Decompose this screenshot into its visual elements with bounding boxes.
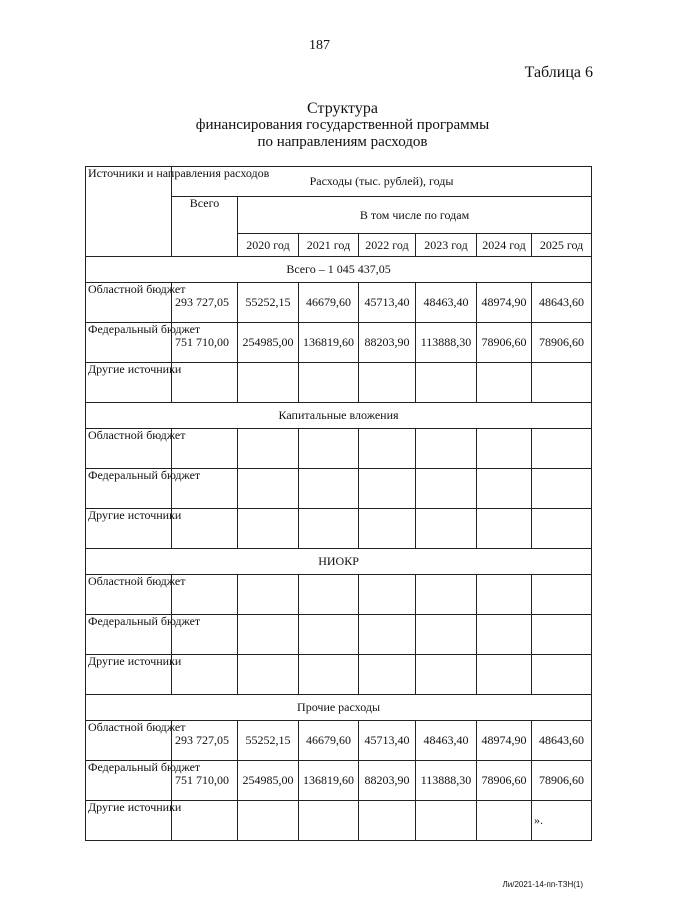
section-header-row — [86, 257, 592, 283]
year-value-cell: 46679,60 — [299, 721, 359, 761]
year-value-cell: 113888,30 — [416, 761, 477, 801]
year-value-cell — [532, 469, 592, 509]
year-value-cell — [238, 615, 299, 655]
year-value-cell — [416, 363, 477, 403]
year-value-cell — [416, 655, 477, 695]
total-cell: 751 710,00 — [172, 761, 238, 801]
page-number: 187 — [309, 38, 330, 53]
row-label: Федеральный бюджет — [86, 469, 172, 509]
section-header-row — [86, 549, 592, 575]
table-row — [86, 283, 592, 323]
year-value-cell — [359, 363, 416, 403]
year-value-cell: 254985,00 — [238, 761, 299, 801]
year-value-cell — [477, 429, 532, 469]
year-value-cell — [532, 509, 592, 549]
year-value-cell — [359, 615, 416, 655]
year-value-cell: 48463,40 — [416, 283, 477, 323]
year-value-cell: 48463,40 — [416, 721, 477, 761]
year-value-cell — [532, 363, 592, 403]
year-value-cell — [416, 509, 477, 549]
section-title: Прочие расходы — [86, 695, 592, 721]
year-value-cell — [359, 429, 416, 469]
title-line-3: по направлениям расходов — [257, 134, 428, 150]
year-value-cell: 78906,60 — [477, 761, 532, 801]
year-value-cell: 78906,60 — [477, 323, 532, 363]
section-title: Всего – 1 045 437,05 — [86, 257, 592, 283]
header-row — [86, 167, 592, 197]
table-row — [86, 655, 592, 695]
year-value-cell: 136819,60 — [299, 323, 359, 363]
year-value-cell — [477, 363, 532, 403]
row-label: Областной бюджет — [86, 283, 172, 323]
year-value-cell — [238, 575, 299, 615]
year-value-cell — [477, 469, 532, 509]
year-value-cell — [299, 575, 359, 615]
year-value-cell — [299, 469, 359, 509]
year-value-cell — [359, 801, 416, 841]
total-cell — [172, 509, 238, 549]
title-line-1: Структура — [307, 100, 378, 117]
year-value-cell — [299, 655, 359, 695]
year-value-cell — [299, 615, 359, 655]
row-label: Федеральный бюджет — [86, 615, 172, 655]
year-value-cell: 113888,30 — [416, 323, 477, 363]
year-header: 2023 год — [416, 234, 477, 257]
total-cell: 293 727,05 — [172, 283, 238, 323]
table-row — [86, 721, 592, 761]
year-value-cell: 55252,15 — [238, 283, 299, 323]
table-row — [86, 801, 592, 841]
document-title — [0, 100, 685, 151]
table-body — [86, 257, 592, 841]
sources-header: Источники и направления расходов — [86, 167, 172, 257]
year-value-cell — [359, 655, 416, 695]
total-cell: 751 710,00 — [172, 323, 238, 363]
total-cell — [172, 801, 238, 841]
year-value-cell: 136819,60 — [299, 761, 359, 801]
year-value-cell — [477, 615, 532, 655]
year-value-cell: 48643,60 — [532, 721, 592, 761]
year-value-cell — [416, 469, 477, 509]
row-label: Федеральный бюджет — [86, 761, 172, 801]
year-header: 2020 год — [238, 234, 299, 257]
year-value-cell — [238, 801, 299, 841]
year-value-cell — [299, 509, 359, 549]
section-header-row — [86, 403, 592, 429]
year-header: 2025 год — [532, 234, 592, 257]
year-value-cell — [299, 801, 359, 841]
row-label: Федеральный бюджет — [86, 323, 172, 363]
year-value-cell — [238, 429, 299, 469]
year-value-cell — [477, 801, 532, 841]
year-header: 2021 год — [299, 234, 359, 257]
year-value-cell — [359, 575, 416, 615]
table-row — [86, 323, 592, 363]
table-row — [86, 615, 592, 655]
table-row — [86, 469, 592, 509]
title-line-2: финансирования государственной программы — [195, 117, 490, 133]
year-value-cell — [416, 801, 477, 841]
table-row — [86, 575, 592, 615]
year-value-cell: 254985,00 — [238, 323, 299, 363]
year-value-cell — [532, 615, 592, 655]
section-title: НИОКР — [86, 549, 592, 575]
by-years-header: В том числе по годам — [238, 197, 592, 234]
year-value-cell: 45713,40 — [359, 721, 416, 761]
row-label: Областной бюджет — [86, 429, 172, 469]
year-value-cell: 55252,15 — [238, 721, 299, 761]
year-value-cell: 88203,90 — [359, 323, 416, 363]
year-value-cell: 46679,60 — [299, 283, 359, 323]
year-value-cell — [477, 509, 532, 549]
year-value-cell — [299, 429, 359, 469]
section-header-row — [86, 695, 592, 721]
row-label: Областной бюджет — [86, 721, 172, 761]
closing-quote-mark: ». — [532, 801, 592, 841]
year-header: 2022 год — [359, 234, 416, 257]
row-label: Другие источники — [86, 801, 172, 841]
year-value-cell — [359, 509, 416, 549]
expenses-header: Расходы (тыс. рублей), годы — [172, 167, 592, 197]
table-row — [86, 509, 592, 549]
year-value-cell: 48974,90 — [477, 283, 532, 323]
year-value-cell: 48974,90 — [477, 721, 532, 761]
row-label: Областной бюджет — [86, 575, 172, 615]
row-label: Другие источники — [86, 655, 172, 695]
year-value-cell: 78906,60 — [532, 323, 592, 363]
year-value-cell — [416, 429, 477, 469]
year-value-cell: 45713,40 — [359, 283, 416, 323]
table-row — [86, 429, 592, 469]
year-value-cell — [532, 429, 592, 469]
year-value-cell — [238, 469, 299, 509]
year-value-cell — [416, 615, 477, 655]
year-value-cell — [416, 575, 477, 615]
table-row — [86, 761, 592, 801]
total-cell: 293 727,05 — [172, 721, 238, 761]
year-value-cell — [477, 575, 532, 615]
year-value-cell: 48643,60 — [532, 283, 592, 323]
table-row — [86, 363, 592, 403]
total-header: Всего — [172, 197, 238, 257]
year-value-cell — [238, 655, 299, 695]
row-label: Другие источники — [86, 363, 172, 403]
year-value-cell — [238, 509, 299, 549]
year-value-cell — [532, 575, 592, 615]
year-value-cell: 78906,60 — [532, 761, 592, 801]
year-value-cell: 88203,90 — [359, 761, 416, 801]
total-cell — [172, 363, 238, 403]
year-value-cell — [299, 363, 359, 403]
year-value-cell — [532, 655, 592, 695]
funding-structure-table — [85, 166, 592, 841]
year-value-cell — [359, 469, 416, 509]
year-value-cell — [238, 363, 299, 403]
year-header: 2024 год — [477, 234, 532, 257]
year-value-cell — [477, 655, 532, 695]
footer-code: Ли/2021-14-пп-ТЗН(1) — [502, 880, 583, 889]
table-label: Таблица 6 — [524, 64, 593, 81]
row-label: Другие источники — [86, 509, 172, 549]
section-title: Капитальные вложения — [86, 403, 592, 429]
total-cell — [172, 655, 238, 695]
